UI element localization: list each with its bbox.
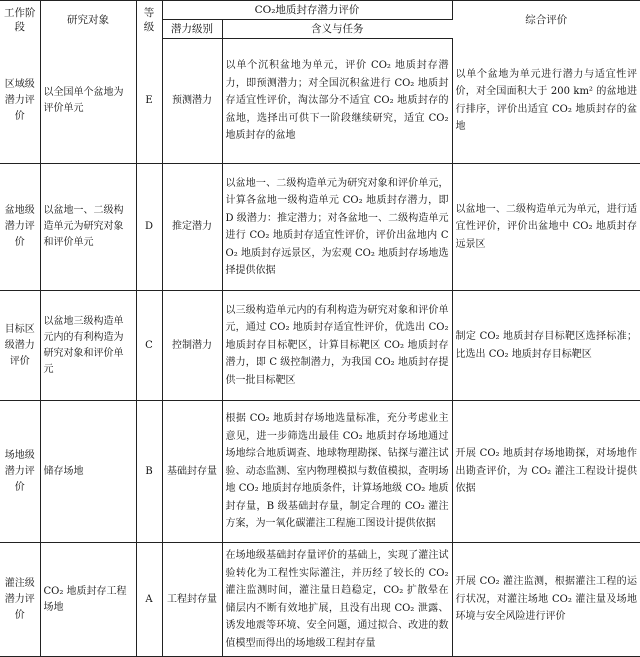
cell-object: 储存场地 [40,401,136,543]
cell-task: 以盆地一、二级构造单元为研究对象和评价单元，计算各盆地一级构造单元 CO₂ 地质封存潜力，即 D 级潜力：推定潜力；对各盆地一、二级构造单元进行 CO₂ 地质封存适宜性评价，评价出盆地内 CO₂ 地质封存远景区，为宏观 CO₂ 地质封存场地选择提供依据 [222,164,452,291]
cell-stage: 区域级潜力评价 [0,39,40,164]
cell-object: 以全国单个盆地为评价单元 [40,39,136,164]
table-row [0,291,640,401]
cell-object: 以盆地一、二级构造单元为研究对象和评价单元 [40,164,136,291]
cell-eval: 制定 CO₂ 地质封存目标靶区选择标准；比选出 CO₂ 地质封存目标靶区 [452,291,640,401]
cell-stage: 场地级潜力评价 [0,401,40,543]
cell-level: E [136,39,162,164]
cell-level: A [136,543,162,657]
cell-potential: 推定潜力 [162,164,222,291]
header-potential-level: 潜力级别 [162,20,222,39]
cell-object: 以盆地三级构造单元内的有利构造为研究对象和评价单元 [40,291,136,401]
cell-level: C [136,291,162,401]
header-meaning: 含义与任务 [222,20,452,39]
cell-object: CO₂ 地质封存工程场地 [40,543,136,657]
cell-potential: 工程封存量 [162,543,222,657]
table-row [0,39,640,164]
cell-stage: 灌注级潜力评价 [0,543,40,657]
cell-stage: 目标区级潜力评价 [0,291,40,401]
cell-level: B [136,401,162,543]
cell-stage: 盆地级潜力评价 [0,164,40,291]
header-level: 等级 [136,1,162,39]
cell-task: 以三级构造单元内的有利构造为研究对象和评价单元，通过 CO₂ 地质封存适宜性评价，优选出 CO₂ 地质封存目标靶区，计算目标靶区 CO₂ 地质封存潜力，即 C 级控制潜力，为我国 CO₂ 地质封存提供一批目标靶区 [222,291,452,401]
cell-task: 根据 CO₂ 地质封存场地选量标准，充分考虑业主意见，进一步筛选出最佳 CO₂ 地质封存场地通过场地综合地质调查、地球物理勘探、钻探与灌注试验、动态监测、室内物理模拟与数值模拟，查明场地 CO₂ 地质封存地质条件，计算场地级 CO₂ 地质封存量，B 级基础封存量，制定合理的 CO₂ 灌注方案，为一氧化碳灌注工程施工图设计提供依据 [222,401,452,543]
cell-potential: 基础封存量 [162,401,222,543]
table-row [0,543,640,657]
header-overall: 综合评价 [452,1,640,39]
cell-potential: 控制潜力 [162,291,222,401]
cell-eval: 以盆地一、二级构造单元为单元，进行适宜性评价，评价出盆地中 CO₂ 地质封存远景区 [452,164,640,291]
table-row [0,164,640,291]
cell-task: 以单个沉积盆地为单元，评价 CO₂ 地质封存潜力，即预测潜力；对全国沉积盆进行 CO₂ 地质封存适宜性评价，淘汰部分不适宜 CO₂ 地质封存的盆地，选择出可供下一阶段继续研究，适宜 CO₂ 地质封存的盆地 [222,39,452,164]
cell-task: 在场地级基础封存量评价的基础上，实现了灌注试验转化为工程性实际灌注，并历经了较长的 CO₂ 灌注监测时间，灌注量日趋稳定，CO₂ 扩散晕在储层内不断有效地扩展，且没有出现 CO₂ 泄露、诱发地震等环境、安全问题，通过拟合、改进的数值模型而得出的场地级工程封存量 [222,543,452,657]
table-row [0,401,640,543]
cell-level: D [136,164,162,291]
cell-potential: 预测潜力 [162,39,222,164]
cell-eval: 以单个盆地为单元进行潜力与适宜性评价，对全国面积大于 200 km² 的盆地进行排序，评价出适宜 CO₂ 地质封存的盆地 [452,39,640,164]
cell-eval: 开展 CO₂ 地质封存场地勘探，对场地作出勘查评价，为 CO₂ 灌注工程设计提供依据 [452,401,640,543]
cell-eval: 开展 CO₂ 灌注监测，根据灌注工程的运行状况，对灌注场地 CO₂ 灌注量及场地环境与安全风险进行评价 [452,543,640,657]
header-stage: 工作阶段 [0,1,40,39]
header-group: CO₂地质封存潜力评价 [162,1,452,20]
header-object: 研究对象 [40,1,136,39]
